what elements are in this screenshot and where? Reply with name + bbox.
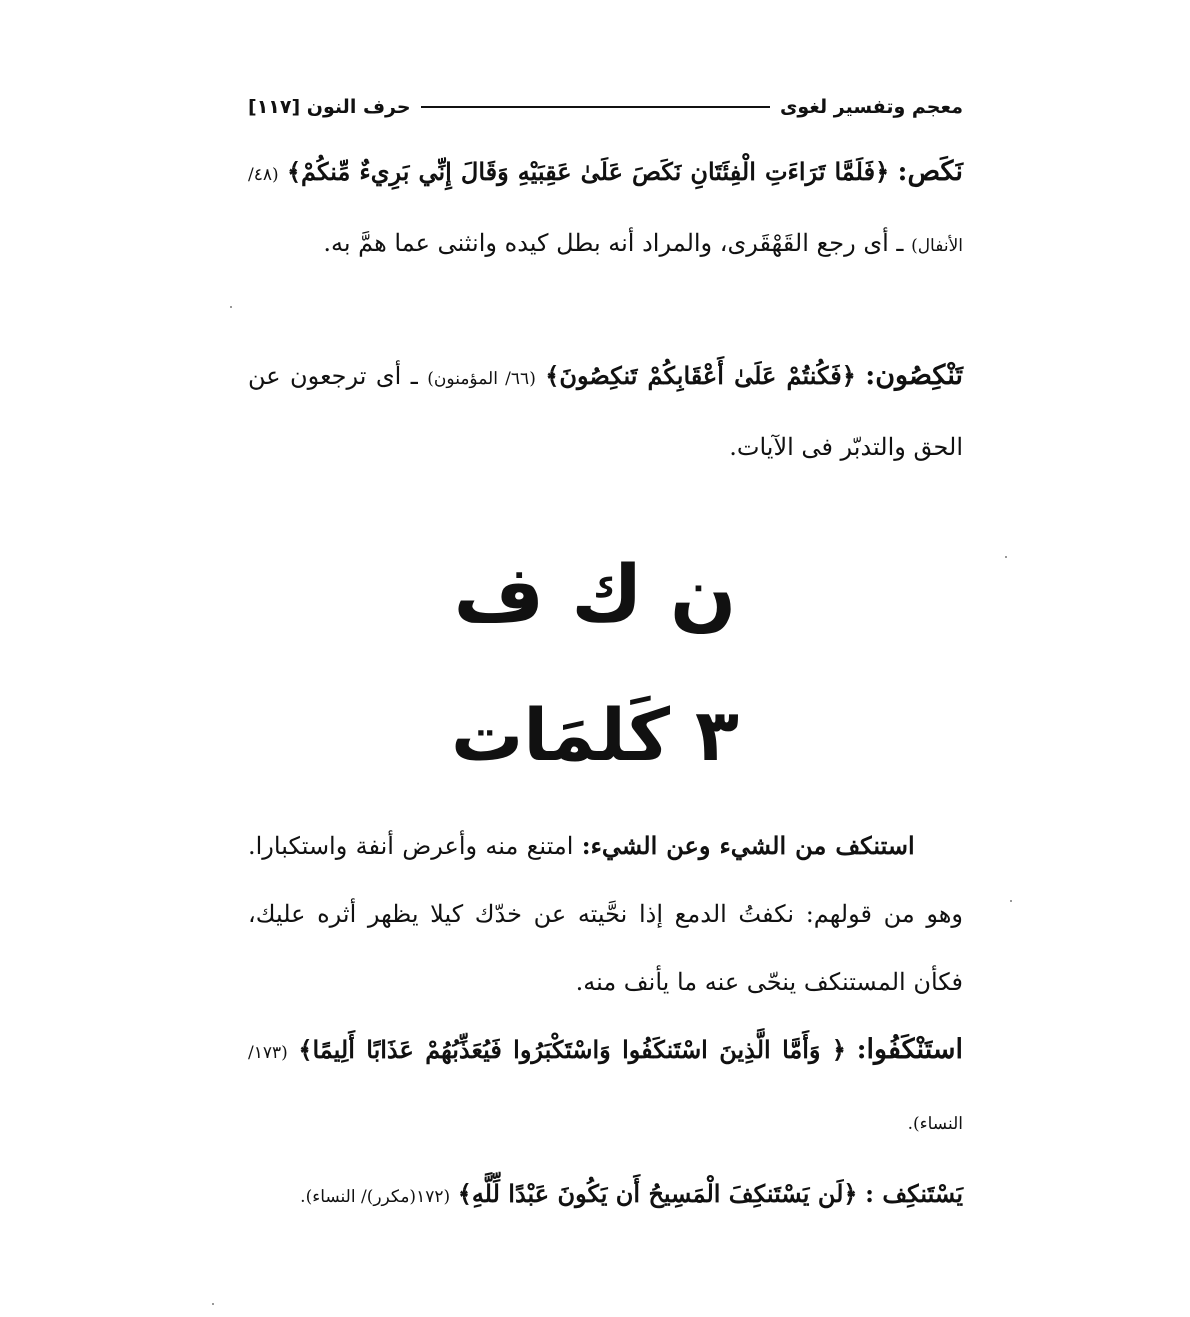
quran-verse: ﴿لَن يَسْتَنكِفَ الْمَسِيحُ أَن يَكُونَ عَبْدًا لِّلَّهِ﴾ [457, 1179, 858, 1208]
entry-body: ـ أى رجع القَهْقَرى، والمراد أنه بطل كيده وانثنى عما همَّ به. [323, 229, 904, 257]
verse-reference: (١٧٢(مكرر)/ النساء). [300, 1187, 451, 1207]
verse-reference: (٤٨/ الأنفال) [248, 165, 963, 256]
definition-paragraph [248, 812, 963, 1016]
running-header [248, 92, 963, 122]
scan-speck [230, 306, 232, 308]
definition-body: امتنع منه وأعرض أنفة واستكبارا. وهو من قولهم: نكفتُ الدمع إذا نحَّيته عن خدّك كيلا يظهر أثره عليك، فكأن المستنكف ينحّى عنه ما يأنف منه. [248, 832, 963, 996]
entry-lemma: استَنْكَفُوا: [856, 1034, 963, 1065]
book-title: معجم وتفسير لغوى [779, 96, 963, 118]
definition-lemma: استنكف من الشيء وعن الشيء: [581, 831, 915, 860]
page-number: [١١٧] [248, 96, 301, 118]
verse-reference: (١٧٣/ النساء). [248, 1043, 963, 1134]
entry-nakasa [248, 138, 963, 280]
entry-yastankif [248, 1160, 963, 1231]
entry-istankafu [248, 1016, 963, 1158]
entry-lemma: نَكَص: [897, 156, 963, 187]
verse-reference: (٦٦/ المؤمنون) [427, 369, 536, 389]
quran-verse: ﴿ وَأَمَّا الَّذِينَ اسْتَنكَفُوا وَاسْتَكْبَرُوا فَيُعَذِّبُهُمْ عَذَابًا أَلِيمًا﴾ [298, 1035, 846, 1064]
root-heading: ن ك ف [453, 550, 737, 640]
quran-verse: ﴿فَكُنتُمْ عَلَىٰ أَعْقَابِكُمْ تَنكِصُونَ﴾ [545, 361, 856, 390]
word-count-heading: ٣ كَلمَات [451, 693, 739, 777]
scan-speck [1005, 556, 1007, 558]
quran-verse: ﴿فَلَمَّا تَرَاءَتِ الْفِئَتَانِ نَكَصَ عَلَىٰ عَقِبَيْهِ وَقَالَ إِنِّي بَرِيءٌ مِّنكُمْ﴾ [286, 157, 890, 186]
scan-speck [212, 1303, 214, 1305]
entry-body: ـ أى ترجعون عن الحق والتدبّر فى الآيات. [248, 362, 963, 461]
entry-lemma: يَسْتَنكِف : [865, 1179, 963, 1208]
entry-tankisun [248, 342, 963, 481]
section-title: حرف النون [306, 96, 411, 118]
scan-speck [1010, 900, 1012, 902]
entry-lemma: تَنْكِصُون: [865, 360, 963, 391]
header-rule [421, 106, 770, 108]
